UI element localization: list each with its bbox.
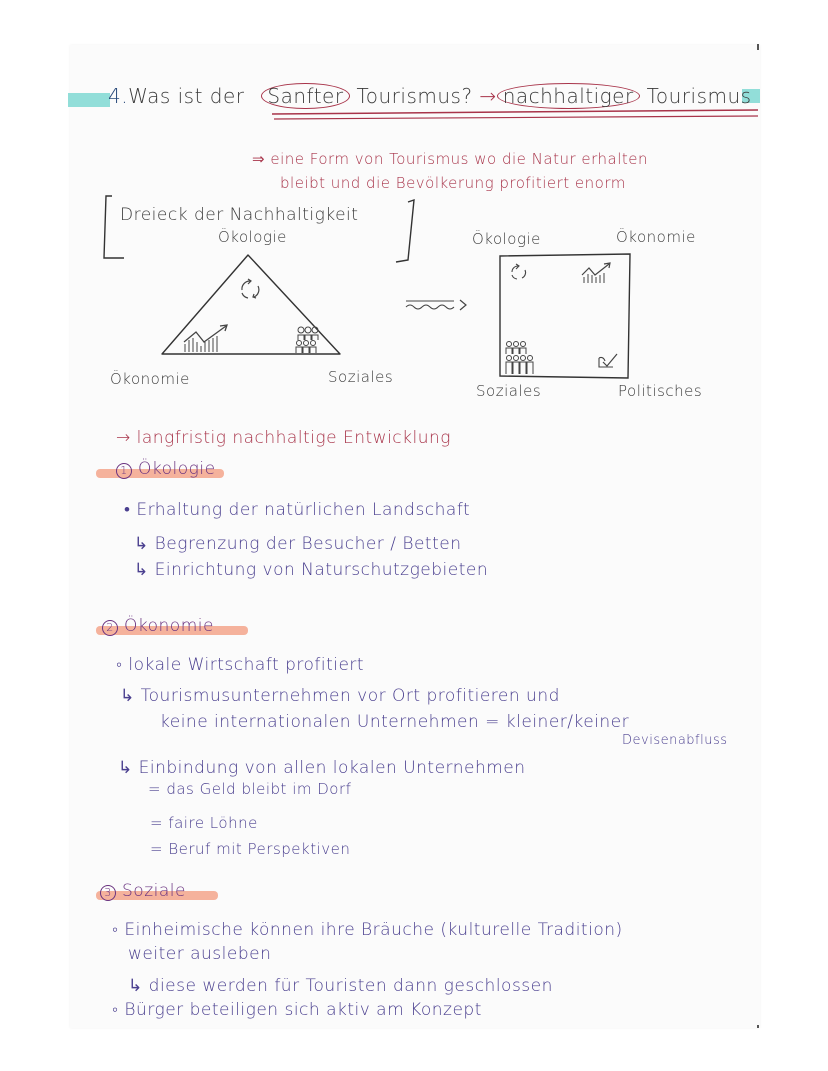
- conclusion-line: → langfristig nachhaltige Entwicklung: [116, 428, 451, 448]
- triangle-label-oekologie: Ökologie: [218, 228, 287, 246]
- section-1-heading: [116, 459, 216, 479]
- section-3-line-3: ↳ diese werden für Touristen dann geschlossen: [128, 976, 553, 996]
- heading-tourismus-2: Tourismus: [646, 84, 752, 108]
- section-2-number: 2: [102, 620, 118, 636]
- section-1-line-3: ↳ Einrichtung von Naturschutzgebieten: [134, 560, 489, 580]
- section-1-line-2: ↳ Begrenzung der Besucher / Betten: [134, 534, 462, 554]
- square-label-politisches: Politisches: [618, 382, 703, 400]
- section-3-line-1: ◦ Einheimische können ihre Bräuche (kulturelle Tradition): [112, 920, 623, 940]
- section-2-line-4: Devisenabfluss: [622, 733, 728, 748]
- heading-circled-sanfter: Sanfter: [261, 83, 349, 109]
- square-label-soziales: Soziales: [476, 382, 542, 400]
- section-2-line-6: = das Geld bleibt im Dorf: [148, 780, 352, 798]
- triangle-title: Dreieck der Nachhaltigkeit: [120, 205, 359, 225]
- recycle-icon: [508, 262, 530, 284]
- heading-number: 4.: [108, 84, 129, 108]
- section-2-line-5: ↳ Einbindung von allen lokalen Unternehmen: [118, 758, 526, 778]
- section-1-title: Ökologie: [138, 459, 216, 479]
- heading-circled-nachhaltiger: nachhaltiger: [497, 83, 640, 109]
- heading-arrow: →: [479, 84, 497, 108]
- section-3-title: Soziale: [122, 881, 186, 901]
- square-label-oekonomie: Ökonomie: [616, 228, 696, 246]
- definition-line-2: bleibt und die Bevölkerung profitiert enorm: [280, 174, 626, 192]
- section-1-number: 1: [116, 463, 132, 479]
- triangle-label-soziales: Soziales: [328, 368, 394, 386]
- section-2-line-8: = Beruf mit Perspektiven: [150, 840, 351, 858]
- section-2-title: Ökonomie: [124, 616, 214, 636]
- triangle-label-oekonomie: Ökonomie: [110, 370, 190, 388]
- growth-chart-icon: [581, 261, 613, 285]
- section-3-heading: [100, 881, 186, 901]
- heading-question: Was ist der: [128, 84, 245, 108]
- section-1-line-1: • Erhaltung der natürlichen Landschaft: [124, 500, 471, 520]
- section-2-line-2: ↳ Tourismusunternehmen vor Ort profitieren und: [120, 686, 560, 706]
- section-2-line-3: keine internationalen Unternehmen = kleiner/keiner: [160, 712, 630, 732]
- definition-line-1: ⇒ eine Form von Tourismus wo die Natur erhalten: [252, 150, 649, 168]
- section-2-heading: [102, 616, 214, 636]
- ballot-check-icon: [597, 352, 621, 370]
- section-3-line-4: ◦ Bürger beteiligen sich aktiv am Konzept: [112, 1000, 482, 1020]
- section-2-line-1: ◦ lokale Wirtschaft profitiert: [116, 655, 365, 675]
- section-3-number: 3: [100, 885, 116, 901]
- square-label-oekologie: Ökologie: [472, 230, 541, 248]
- section-3-line-2: weiter ausleben: [128, 944, 272, 964]
- section-2-line-7: = faire Löhne: [150, 814, 258, 832]
- people-group-icon: [503, 340, 535, 376]
- heading-tourismus: Tourismus?: [356, 84, 473, 108]
